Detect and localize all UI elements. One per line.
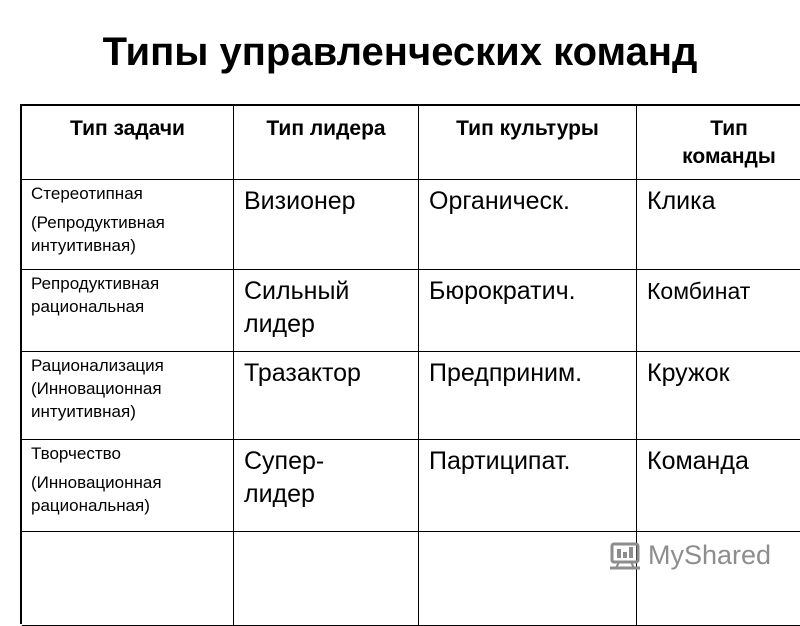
header-line: команды	[682, 145, 776, 168]
task-type-line: Стереотипная	[31, 184, 143, 203]
team-type-cell	[637, 180, 800, 270]
task-type-cell	[22, 440, 234, 532]
culture-type-cell	[419, 532, 637, 626]
leader-type-line: Визионер	[244, 187, 356, 215]
task-type-cell	[22, 180, 234, 270]
culture-type-cell	[419, 270, 637, 352]
header-culture-type: Тип культуры	[419, 106, 637, 180]
team-type-cell	[637, 270, 800, 352]
team-type-line: Команда	[647, 447, 749, 475]
team-type-cell	[637, 440, 800, 532]
task-type-line: Рационализация	[31, 356, 164, 375]
leader-type-line: Тразактор	[244, 359, 361, 387]
task-type-line: (Инновационная	[31, 473, 162, 492]
page-title: Типы управленческих команд	[102, 30, 698, 74]
leader-type-line: Супер-	[244, 447, 325, 475]
task-type-line: (Инновационная	[31, 379, 162, 398]
header-leader-type: Тип лидера	[234, 106, 419, 180]
leader-type-cell	[234, 352, 419, 440]
header-task-type: Тип задачи	[22, 106, 234, 180]
team-type-cell	[637, 352, 800, 440]
team-type-line: Комбинат	[647, 278, 751, 304]
task-type-cell	[22, 532, 234, 626]
header-line: Тип	[710, 117, 748, 140]
header-team-type	[637, 106, 800, 180]
culture-type-line: Партиципат.	[429, 447, 571, 475]
culture-type-cell	[419, 440, 637, 532]
task-type-line: интуитивная)	[31, 236, 136, 255]
culture-type-line: Органическ.	[429, 187, 570, 215]
task-type-line: рациональная	[31, 297, 145, 316]
team-type-line: Клика	[647, 187, 716, 215]
leader-type-cell	[234, 270, 419, 352]
leader-type-cell	[234, 180, 419, 270]
leader-type-line: лидер	[244, 310, 315, 338]
task-type-line: (Репродуктивная	[31, 213, 165, 232]
culture-type-cell	[419, 180, 637, 270]
culture-type-line: Предприним.	[429, 359, 583, 387]
watermark-text: MyShared	[648, 540, 772, 570]
team-type-line: Кружок	[647, 359, 730, 387]
culture-type-cell	[419, 352, 637, 440]
task-type-line: интуитивная)	[31, 402, 136, 421]
task-type-cell	[22, 270, 234, 352]
leader-type-cell	[234, 532, 419, 626]
task-type-line: рациональная)	[31, 496, 150, 515]
culture-type-line: Бюрократич.	[429, 277, 576, 305]
myshared-logo-icon	[607, 538, 645, 572]
leader-type-line: лидер	[244, 480, 315, 508]
task-type-line: Творчество	[31, 444, 121, 463]
task-type-line: Репродуктивная	[31, 274, 160, 293]
task-type-cell	[22, 352, 234, 440]
leader-type-line: Сильный	[244, 277, 350, 305]
watermark	[607, 538, 771, 572]
leader-type-cell	[234, 440, 419, 532]
